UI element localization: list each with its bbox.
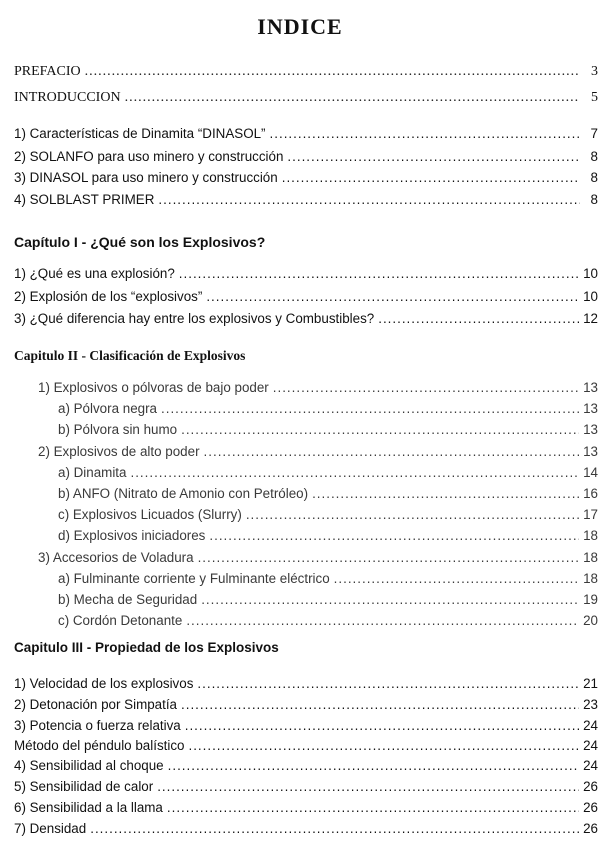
- toc-entry-ch2-3a: [58, 571, 598, 587]
- toc-page: 3: [591, 64, 598, 79]
- toc-page: 8: [590, 192, 598, 207]
- toc-entry-ch1-1: [14, 266, 598, 282]
- toc-entry-ch2-2: [38, 444, 598, 460]
- toc-page: 24: [583, 738, 598, 753]
- toc-entry-ch1-3: [14, 311, 598, 327]
- toc-entry-introduccion: [14, 90, 598, 106]
- toc-entry-ch3-4: [14, 758, 598, 774]
- toc-entry-product-1: [14, 126, 598, 142]
- toc-entry-ch3-7: [14, 821, 598, 837]
- toc-label: 3) DINASOL para uso minero y construcción: [14, 170, 278, 185]
- chapter-2-title: Capitulo II - Clasificación de Explosivos: [14, 348, 246, 363]
- leader-dots: [312, 486, 579, 502]
- toc-page: 13: [583, 380, 598, 395]
- leader-dots: [125, 90, 580, 106]
- toc-page: 13: [583, 401, 598, 416]
- toc-page: 19: [583, 592, 598, 607]
- toc-label: a) Dinamita: [58, 465, 127, 480]
- toc-page: 13: [583, 422, 598, 437]
- toc-entry-ch2-1: [38, 380, 598, 396]
- toc-page: 20: [583, 613, 598, 628]
- leader-dots: [378, 311, 579, 327]
- toc-label: b) Mecha de Seguridad: [58, 592, 198, 607]
- toc-entry-ch3-pendulo: [14, 738, 598, 754]
- leader-dots: [198, 550, 580, 566]
- toc-label: 4) SOLBLAST PRIMER: [14, 192, 155, 207]
- leader-dots: [90, 821, 579, 837]
- toc-page: 13: [583, 444, 598, 459]
- toc-entry-ch1-2: [14, 289, 598, 305]
- toc-entry-ch2-1a: [58, 401, 598, 417]
- toc-label: 2) Detonación por Simpatía: [14, 697, 178, 712]
- leader-dots: [161, 401, 579, 417]
- leader-dots: [334, 571, 579, 587]
- leader-dots: [270, 126, 580, 142]
- leader-dots: [181, 697, 579, 713]
- toc-label: INTRODUCCION: [14, 90, 121, 105]
- toc-label: b) ANFO (Nitrato de Amonio con Petróleo): [58, 486, 309, 501]
- toc-entry-ch3-6: [14, 800, 598, 816]
- toc-entry-ch2-2a: [58, 465, 598, 481]
- toc-page: 8: [590, 149, 598, 164]
- leader-dots: [179, 266, 579, 282]
- leader-dots: [158, 192, 580, 208]
- toc-page: 7: [590, 126, 598, 141]
- leader-dots: [188, 738, 579, 754]
- leader-dots: [85, 64, 580, 80]
- leader-dots: [282, 170, 580, 186]
- leader-dots: [167, 800, 579, 816]
- toc-entry-product-2: [14, 149, 598, 165]
- toc-page: 18: [583, 571, 598, 586]
- leader-dots: [204, 444, 580, 460]
- toc-label: 1) ¿Qué es una explosión?: [14, 266, 175, 281]
- toc-entry-ch2-3: [38, 550, 598, 566]
- toc-label: a) Fulminante corriente y Fulminante eléctrico: [58, 571, 330, 586]
- toc-label: c) Cordón Detonante: [58, 613, 183, 628]
- toc-label: c) Explosivos Licuados (Slurry): [58, 507, 242, 522]
- toc-entry-ch3-5: [14, 779, 598, 795]
- chapter-3-title: Capitulo III - Propiedad de los Explosivos: [14, 640, 279, 655]
- leader-dots: [209, 528, 579, 544]
- toc-page: 18: [583, 550, 598, 565]
- toc-page: 14: [583, 465, 598, 480]
- toc-label: 2) Explosivos de alto poder: [38, 444, 200, 459]
- toc-label: b) Pólvora sin humo: [58, 422, 178, 437]
- toc-page: 10: [583, 289, 598, 304]
- leader-dots: [287, 149, 580, 165]
- toc-label: 1) Explosivos o pólvoras de bajo poder: [38, 380, 269, 395]
- toc-label: 3) Accesorios de Voladura: [38, 550, 194, 565]
- leader-dots: [246, 507, 579, 523]
- toc-label: a) Pólvora negra: [58, 401, 157, 416]
- toc-entry-ch3-3: [14, 718, 598, 734]
- toc-label: PREFACIO: [14, 64, 81, 79]
- toc-entry-ch2-3c: [58, 613, 598, 629]
- leader-dots: [185, 718, 579, 734]
- leader-dots: [157, 779, 579, 795]
- toc-page: 8: [590, 170, 598, 185]
- page-title: INDICE: [257, 14, 343, 39]
- toc-label: 2) SOLANFO para uso minero y construcción: [14, 149, 284, 164]
- toc-label: 3) ¿Qué diferencia hay entre los explosivos y Combustibles?: [14, 311, 375, 326]
- toc-page: 24: [583, 718, 598, 733]
- leader-dots: [206, 289, 579, 305]
- toc-page: 24: [583, 758, 598, 773]
- leader-dots: [130, 465, 579, 481]
- toc-label: 1) Características de Dinamita “DINASOL”: [14, 126, 266, 141]
- toc-label: 3) Potencia o fuerza relativa: [14, 718, 181, 733]
- toc-entry-product-3: [14, 170, 598, 186]
- toc-entry-product-4: [14, 192, 598, 208]
- toc-label: 1) Velocidad de los explosivos: [14, 676, 194, 691]
- toc-page: 5: [591, 90, 598, 105]
- toc-label: 4) Sensibilidad al choque: [14, 758, 164, 773]
- toc-page: 10: [583, 266, 598, 281]
- toc-page: 18: [583, 528, 598, 543]
- toc-page: 23: [583, 697, 598, 712]
- toc-page: 26: [583, 821, 598, 836]
- leader-dots: [197, 676, 579, 692]
- toc-entry-ch2-2c: [58, 507, 598, 523]
- chapter-1-title: Capítulo I - ¿Qué son los Explosivos?: [14, 234, 266, 250]
- toc-page: 16: [583, 486, 598, 501]
- toc-entry-ch3-2: [14, 697, 598, 713]
- toc-entry-ch3-1: [14, 676, 598, 692]
- toc-label: Método del péndulo balístico: [14, 738, 185, 753]
- toc-label: 6) Sensibilidad a la llama: [14, 800, 163, 815]
- toc-entry-ch2-3b: [58, 592, 598, 608]
- toc-page: 26: [583, 779, 598, 794]
- leader-dots: [201, 592, 579, 608]
- leader-dots: [181, 422, 579, 438]
- toc-page: 26: [583, 800, 598, 815]
- toc-page: 17: [583, 507, 598, 522]
- toc-label: 5) Sensibilidad de calor: [14, 779, 154, 794]
- toc-label: 7) Densidad: [14, 821, 87, 836]
- toc-page: 12: [583, 311, 598, 326]
- leader-dots: [186, 613, 579, 629]
- toc-entry-ch2-1b: [58, 422, 598, 438]
- leader-dots: [273, 380, 579, 396]
- toc-entry-ch2-2b: [58, 486, 598, 502]
- toc-entry-ch2-2d: [58, 528, 598, 544]
- toc-label: 2) Explosión de los “explosivos”: [14, 289, 203, 304]
- toc-page: 21: [583, 676, 598, 691]
- toc-label: d) Explosivos iniciadores: [58, 528, 206, 543]
- toc-entry-prefacio: [14, 64, 598, 80]
- leader-dots: [168, 758, 579, 774]
